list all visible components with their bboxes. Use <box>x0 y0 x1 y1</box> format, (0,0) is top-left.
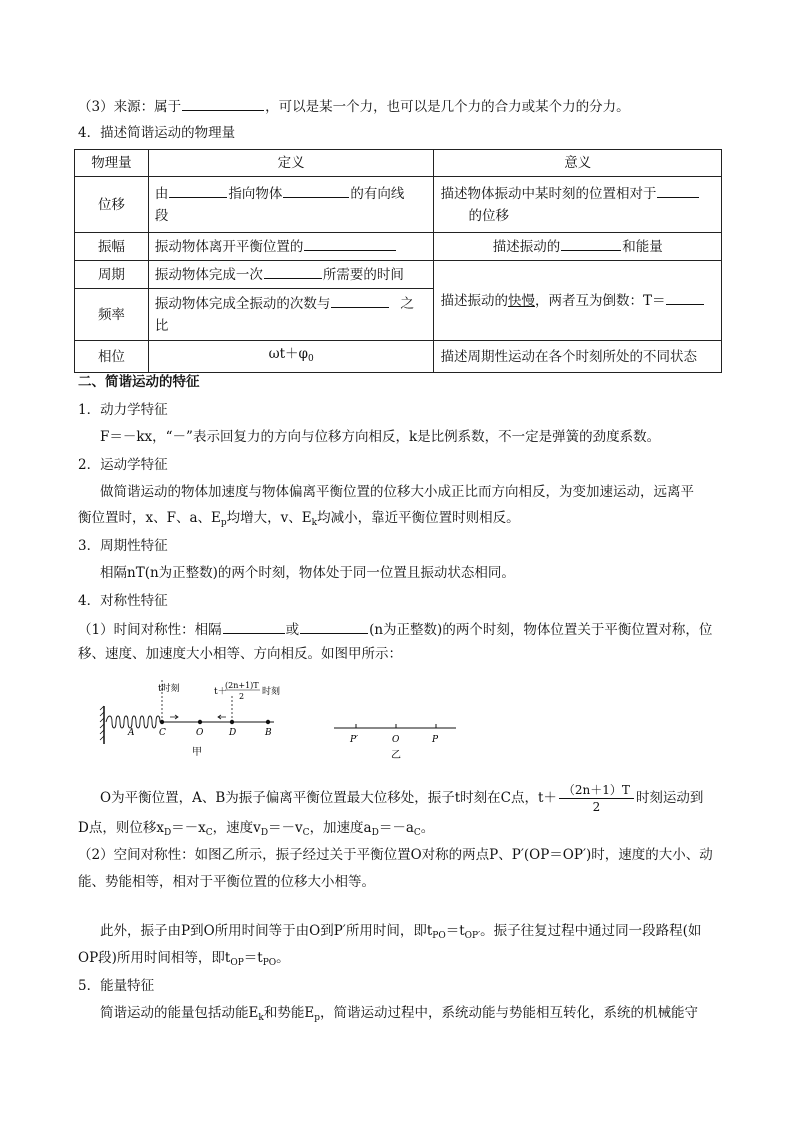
table-row-displacement: 位移 由 指向物体 的有向线 段 描述物体振动中某时刻的位置相对于 的位移 <box>75 177 722 233</box>
point-c-dot <box>160 720 164 724</box>
label-d: D <box>229 728 237 738</box>
figure-yi <box>330 718 460 768</box>
point-o-dot <box>198 720 202 724</box>
time-symmetry-line1: （1）时间对称性：相隔 或 (n为正整数)的两个时刻，物体位置关于平衡位置对称，位 <box>78 618 712 640</box>
extra-line2: OP段)所用时间相等，即$t_{OP}=t_{PO}$。 <box>78 950 290 968</box>
table-row-frequency: 频率 振动物体完成全振动的次数与 之 比 <box>75 289 722 341</box>
fill-blank[interactable] <box>283 182 349 198</box>
table-header-row: 物理量 定义 意义 <box>75 150 722 177</box>
section-4-heading: 4．描述简谐运动的物理量 <box>78 125 236 141</box>
point-b-dot <box>266 720 270 724</box>
fill-blank[interactable] <box>331 292 389 308</box>
fill-blank[interactable] <box>169 182 227 198</box>
p5-text: 简谐运动的能量包括动能$E_k$和势能$E_p$，简谐运动过程中，系统动能与势能相互转化，系统的机械能守 <box>100 1005 698 1023</box>
t2-denominator: 2 <box>239 692 245 701</box>
arrow-left-icon <box>218 715 226 719</box>
table-row-amplitude: 振幅 振动物体离开平衡位置的 描述振动的 和能量 <box>75 233 722 261</box>
p2-title: 2．运动学特征 <box>78 457 168 473</box>
t-time-label: t时刻 <box>158 684 180 694</box>
label-b: B <box>265 728 272 738</box>
extra-line1: 此外，振子由P到O所用时间等于由O到P′所用时间，即$t_{PO}=t_{OP'}$。振子往复过程中通过同一段路程(如 <box>100 923 702 941</box>
fill-blank[interactable] <box>300 618 368 634</box>
p3-text: 相隔nT(n为正整数)的两个时刻，物体处于同一位置且振动状态相同。 <box>100 565 515 581</box>
label-c: C <box>159 728 166 738</box>
fill-blank[interactable] <box>223 618 285 634</box>
label-p: P <box>432 735 439 745</box>
caption-yi: 乙 <box>391 750 401 761</box>
fill-blank[interactable] <box>666 289 704 305</box>
equilibrium-paragraph-line2: D点，则位移$x_D=-x_C$，速度$v_D=-v_C$，加速度$a_D=-a_C$。 <box>78 820 435 838</box>
point-d-dot <box>230 720 234 724</box>
t2-prefix: t＋ <box>214 687 227 697</box>
p1-title: 1．动力学特征 <box>78 402 168 418</box>
p4-title: 4．对称性特征 <box>78 593 168 609</box>
fill-blank[interactable] <box>182 95 264 111</box>
quantities-table <box>74 149 722 373</box>
p1-text: F＝－kx，“－”表示回复力的方向与位移方向相反，k是比例系数，不一定是弹簧的劲度系数。 <box>100 429 661 445</box>
p5-title: 5．能量特征 <box>78 978 155 994</box>
arrow-right-icon <box>170 715 178 719</box>
label-o: O <box>392 735 400 745</box>
fill-blank[interactable] <box>561 235 621 251</box>
time-symmetry-line2: 移、速度、加速度大小相等、方向相反。如图甲所示： <box>78 646 402 662</box>
p2-line2: 衡位置时，x、F、a、$E_p$均增大，v、$E_k$均减小，靠近平衡位置时则相反。 <box>78 510 520 528</box>
t2-suffix: 时刻 <box>262 687 281 697</box>
label-a: A <box>128 728 135 738</box>
time-fraction: $\frac{(2n+1)T}{2}$ <box>559 782 634 815</box>
table-row-phase: 相位 $\omega t+\varphi_0$ 描述周期性运动在各个时刻所处的不同状态 <box>75 341 722 373</box>
space-symmetry-line2: 能、势能相等，相对于平衡位置的位移大小相等。 <box>78 874 375 890</box>
t2-numerator: (2n+1)T <box>225 681 259 690</box>
label-o: O <box>196 728 204 738</box>
fill-blank[interactable] <box>657 182 699 198</box>
section-2-heading: 二、简谐运动的特征 <box>78 374 200 390</box>
caption-jia: 甲 <box>192 747 202 758</box>
figure-jia <box>98 676 298 766</box>
spring-icon <box>106 716 160 728</box>
equilibrium-paragraph-line1: O为平衡位置，A、B为振子偏离平衡位置最大位移处，振子t时刻在C点，t＋ $\frac{(2n+1)T}{2}$ 时刻运动到 <box>100 783 704 814</box>
label-p-prime: P′ <box>350 735 359 745</box>
p2-line1: 做简谐运动的物体加速度与物体偏离平衡位置的位移大小成正比而方向相反，为变加速运动，远离平 <box>100 484 694 500</box>
source-line: （3）来源：属于 ，可以是某一个力，也可以是几个力的合力或某个力的分力。 <box>78 95 630 117</box>
table-row-period: 周期 振动物体完成一次 所需要的时间 描述振动的快慢，两者互为倒数：T＝ <box>75 261 722 289</box>
p3-title: 3．周期性特征 <box>78 538 168 554</box>
space-symmetry-line1: （2）空间对称性：如图乙所示，振子经过关于平衡位置O对称的两点P、P′(OP＝OP′)时，速度的大小、动 <box>78 847 713 863</box>
fill-blank[interactable] <box>264 263 322 279</box>
fill-blank[interactable] <box>304 235 396 251</box>
